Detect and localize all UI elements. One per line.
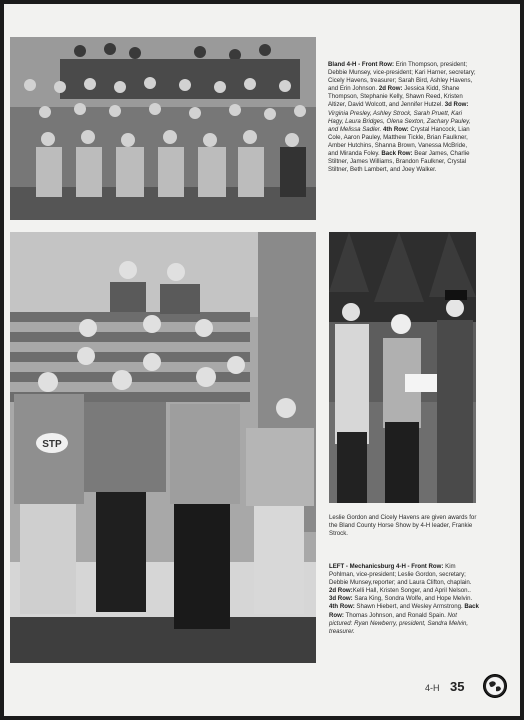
section-label: 4-H: [425, 683, 440, 693]
caption-second-row-text: Kelli Hall, Kristen Songer, and April Nelson..: [352, 587, 471, 595]
caption-third-row-text: Virginia Presley, Ashley Strock, Sarah Pruett, Kari Hagy, Laura Bridges, Olena Sexton, Zachary Pauley, and Melissa Sadler.: [328, 109, 471, 133]
bland-4h-caption: [328, 61, 476, 174]
caption-not-pictured: Not pictured: Ryan Newberry, president, Sandra Melvin, treasurer.: [329, 611, 469, 635]
caption-front-row-text: Erin Thompson, president; Debbie Munsey, vice-president; Kari Harner, secretary; Cicely Havens, treasurer; Sarah Bird, Ashley Havens, and Erin Johnson.: [328, 61, 476, 93]
mechanicsburg-group-photo: [10, 232, 316, 663]
shirt-logo-text: STP: [42, 439, 62, 450]
page-number: 35: [450, 679, 465, 694]
caption-back-row-text: Thomas Johnson, and Ronald Spain.: [343, 611, 448, 619]
caption-heading: Bland 4-H - Front Row:: [328, 61, 395, 68]
caption-fourth-row-text: Crystal Hancock, Lian Cole, Aaron Pauley, Matthew Tickle, Brian Faulkner, Amber Hutchins, Shanna Brown, Vanessa McBride, and Miranda Foley.: [328, 125, 470, 158]
bland-group-photo: [10, 37, 316, 220]
caption-heading: LEFT - Mechanicsburg 4-H - Front Row:: [329, 563, 444, 570]
mechanicsburg-4h-caption: [329, 563, 479, 636]
caption-fourth-row-text: Shawn Hiebert, and Wesley Armstrong.: [354, 603, 465, 611]
caption-row-label: Back Row:: [329, 603, 479, 619]
caption-row-label: 3d Row:: [444, 101, 469, 109]
caption-front-row-text: Kim Pohlman, vice-president; Leslie Gordon, secretary; Debbie Munsey,reporter; and Laura Clifton, chaplain.: [329, 563, 472, 587]
caption-row-label: 3d Row:: [329, 595, 353, 603]
globe-icon: [483, 674, 507, 698]
caption-back-row-text: Bear James, Charlie Stiltner, James Williams, Brandon Faulkner, Crystal Stiltner, Beth Lambert, and Joey Walker.: [328, 150, 470, 174]
yearbook-page: [4, 4, 520, 716]
caption-row-label: 2d Row:: [329, 587, 353, 595]
award-caption: Leslie Gordon and Cicely Havens are given awards for the Bland County Horse Show by 4-H leader, Frankie Strock.: [329, 514, 477, 538]
caption-row-label: Back Row:: [381, 150, 413, 158]
caption-third-row-text: Sara King, Sondra Wolfe, and Hope Melvin.: [352, 595, 473, 603]
caption-row-label: 4th Row:: [382, 125, 409, 133]
award-photo: [329, 232, 476, 503]
caption-second-row-text: Jessica Kidd, Shane Thompson, Stephanie Kelly, Shawn Reed, Kristen Altizer, David Wolcott, and Jennifer Hutzel.: [328, 85, 463, 109]
caption-row-label: 4th Row:: [329, 603, 355, 611]
caption-row-label: 2d Row:: [378, 85, 403, 93]
